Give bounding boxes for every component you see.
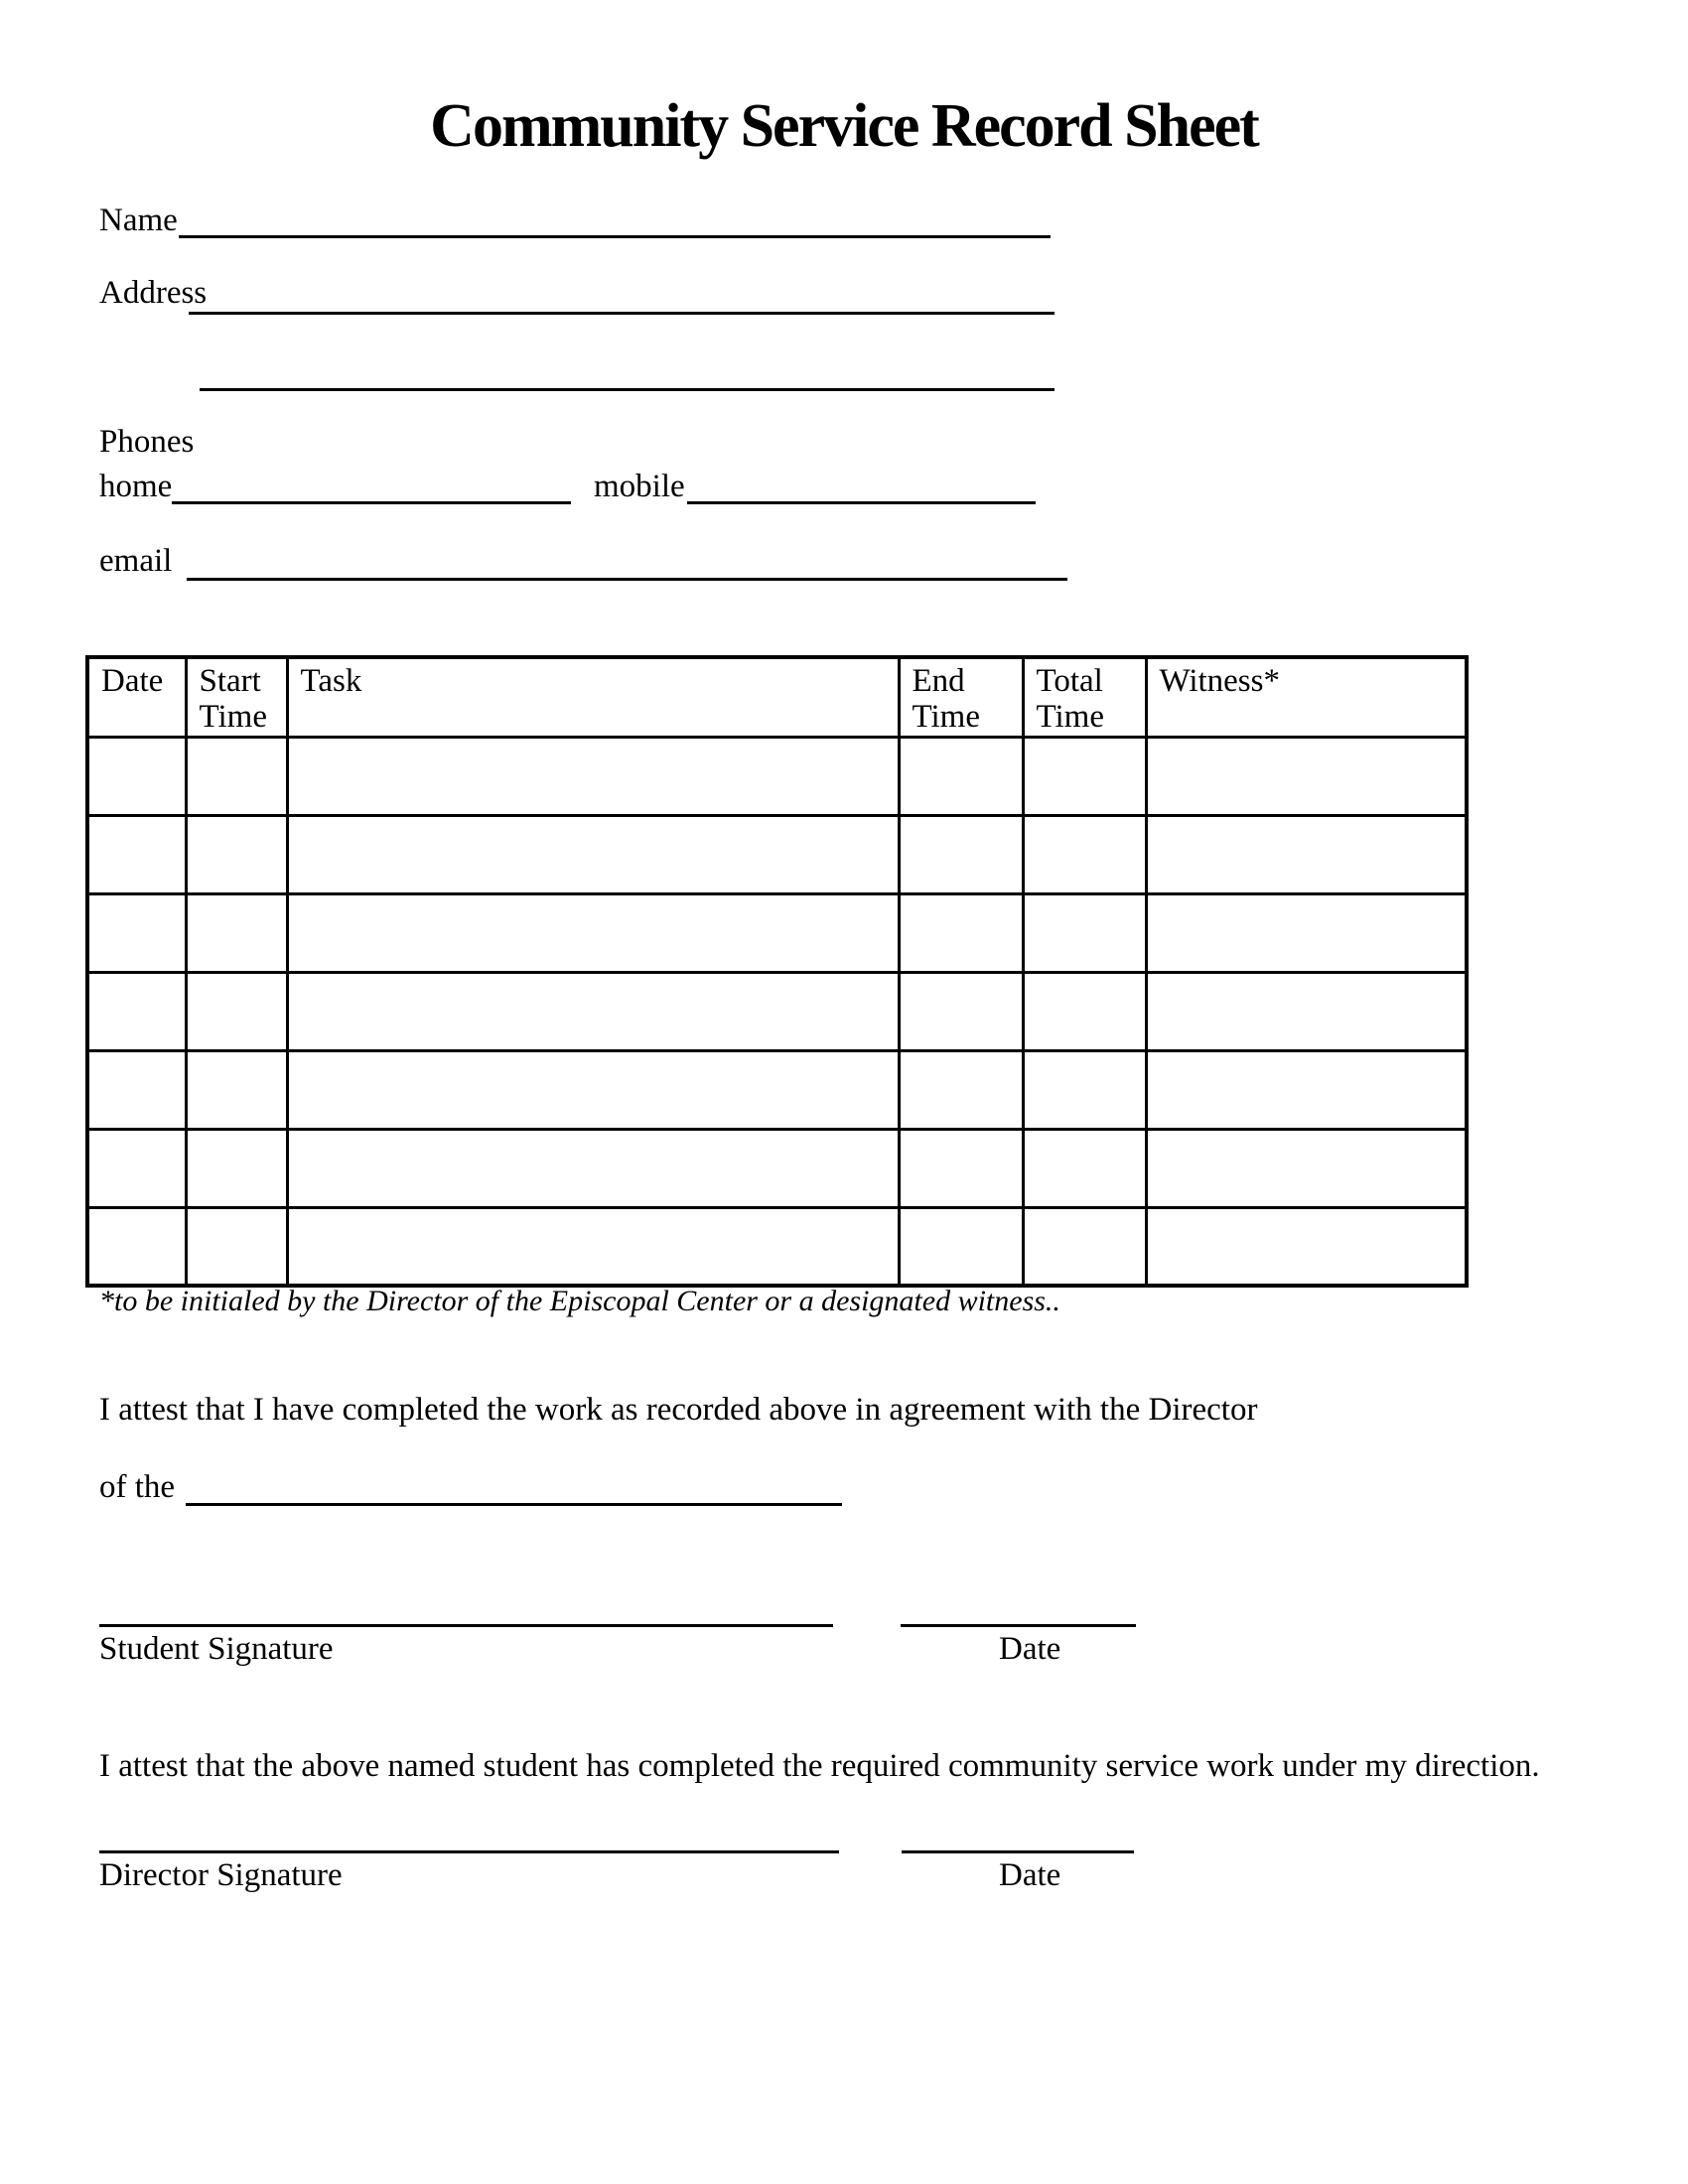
table-cell — [1146, 1050, 1467, 1129]
page-title: Community Service Record Sheet — [430, 92, 1258, 160]
table-cell — [1023, 1207, 1146, 1286]
student-signature-line — [99, 1624, 833, 1627]
table-cell — [899, 972, 1023, 1050]
table-cell — [287, 972, 899, 1050]
name-blank-line — [179, 235, 1051, 238]
column-header-end-time: End Time — [899, 657, 1023, 737]
table-cell — [287, 1207, 899, 1286]
table-cell — [186, 1050, 287, 1129]
email-label: email — [99, 543, 173, 579]
table-cell — [1146, 893, 1467, 972]
table-cell — [287, 1129, 899, 1207]
column-header-start-time: Start Time — [186, 657, 287, 737]
director-attestation-text: I attest that the above named student has completed the required community service work under my direction. — [99, 1748, 1540, 1784]
director-date-line — [902, 1850, 1134, 1853]
table-row — [87, 1129, 1467, 1207]
table-cell — [899, 1050, 1023, 1129]
table-cell — [287, 893, 899, 972]
home-phone-label: home — [99, 469, 173, 504]
table-cell — [186, 1207, 287, 1286]
table-cell — [87, 1129, 186, 1207]
address-label: Address — [99, 275, 208, 311]
table-cell — [899, 815, 1023, 893]
table-row — [87, 972, 1467, 1050]
student-attestation-text: I attest that I have completed the work as recorded above in agreement with the Director — [99, 1392, 1258, 1428]
table-cell — [1023, 737, 1146, 815]
table-row — [87, 815, 1467, 893]
table-cell — [87, 972, 186, 1050]
table-cell — [1146, 972, 1467, 1050]
director-signature-line — [99, 1850, 839, 1853]
email-blank-line — [187, 578, 1067, 581]
address-blank-line-1 — [189, 312, 1055, 315]
service-record-table — [85, 655, 1469, 1288]
column-header-date: Date — [87, 657, 186, 737]
table-cell — [87, 1207, 186, 1286]
table-cell — [899, 737, 1023, 815]
table-body — [87, 737, 1467, 1286]
table-header-row — [87, 657, 1467, 737]
table-row — [87, 1207, 1467, 1286]
table-cell — [1023, 1129, 1146, 1207]
table-cell — [87, 893, 186, 972]
table-cell — [1023, 893, 1146, 972]
table-cell — [1023, 972, 1146, 1050]
name-label: Name — [99, 203, 178, 238]
table-cell — [899, 1129, 1023, 1207]
table-cell — [287, 1050, 899, 1129]
home-phone-blank-line — [172, 501, 571, 504]
mobile-phone-label: mobile — [594, 469, 685, 504]
student-date-label: Date — [999, 1631, 1061, 1667]
director-date-label: Date — [999, 1857, 1061, 1893]
table-row — [87, 737, 1467, 815]
phones-label: Phones — [99, 424, 195, 460]
table-cell — [287, 737, 899, 815]
table-cell — [899, 1207, 1023, 1286]
column-header-witness: Witness* — [1146, 657, 1467, 737]
table-cell — [1023, 815, 1146, 893]
table-cell — [287, 815, 899, 893]
table-cell — [186, 1129, 287, 1207]
table-cell — [1146, 737, 1467, 815]
organization-blank-line — [186, 1503, 842, 1506]
table-cell — [1023, 1050, 1146, 1129]
table-cell — [186, 893, 287, 972]
column-header-total-time: Total Time — [1023, 657, 1146, 737]
table-cell — [186, 815, 287, 893]
table-cell — [186, 737, 287, 815]
witness-footnote: *to be initialed by the Director of the Episcopal Center or a designated witness.. — [99, 1285, 1060, 1317]
table-cell — [899, 893, 1023, 972]
table-row — [87, 893, 1467, 972]
mobile-phone-blank-line — [687, 501, 1036, 504]
director-signature-label: Director Signature — [99, 1857, 343, 1893]
of-the-label: of the — [99, 1469, 176, 1505]
column-header-task: Task — [287, 657, 899, 737]
table-cell — [87, 737, 186, 815]
table-cell — [186, 972, 287, 1050]
student-date-line — [901, 1624, 1136, 1627]
address-blank-line-2 — [200, 388, 1055, 391]
table-cell — [87, 1050, 186, 1129]
table-row — [87, 1050, 1467, 1129]
table-cell — [1146, 815, 1467, 893]
table-cell — [87, 815, 186, 893]
student-signature-label: Student Signature — [99, 1631, 334, 1667]
table-cell — [1146, 1207, 1467, 1286]
table-cell — [1146, 1129, 1467, 1207]
